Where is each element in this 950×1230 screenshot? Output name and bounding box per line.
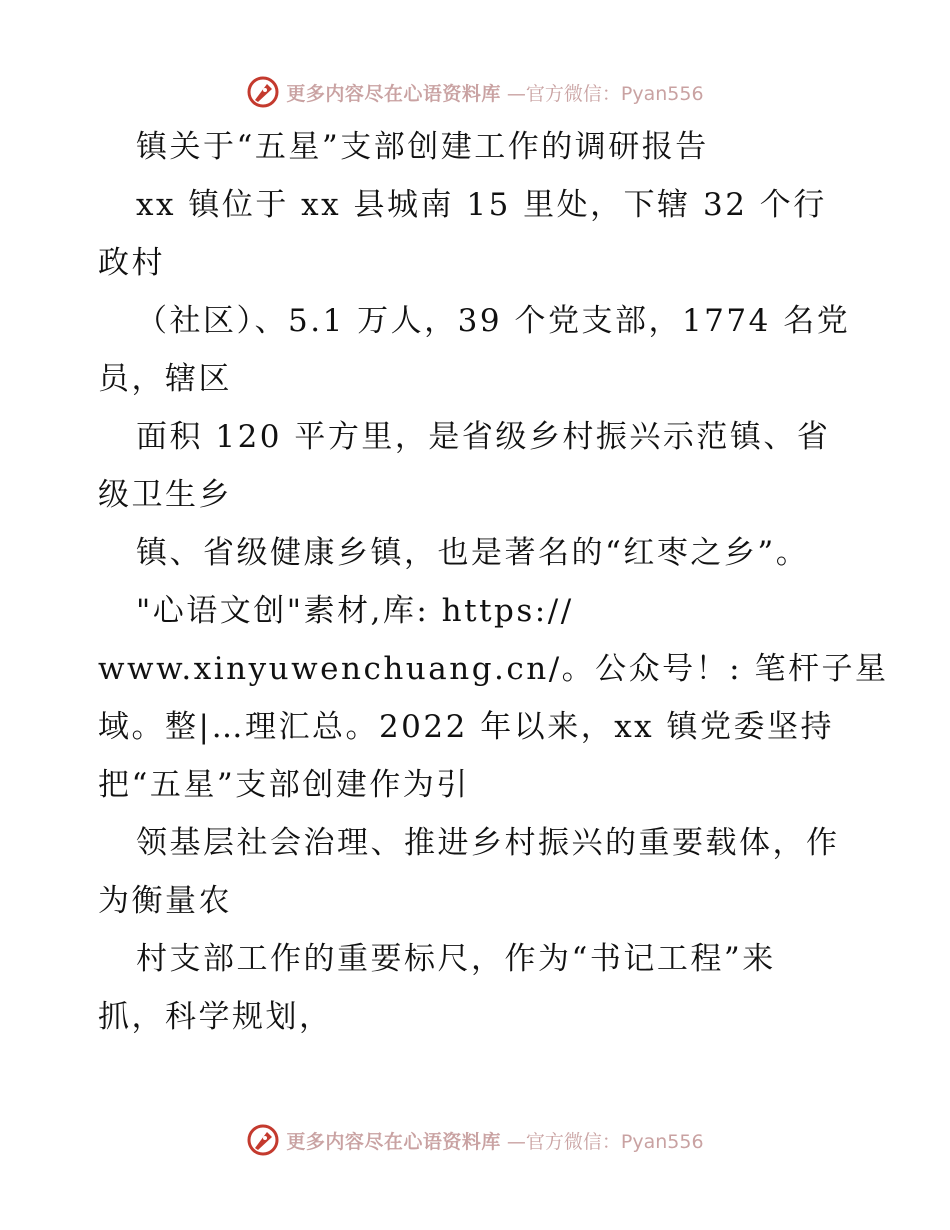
banner-text-main: 更多内容尽在心语资料库 <box>286 1130 501 1153</box>
text-line: 把“五星”支部创建作为引 <box>98 767 470 803</box>
text-line: xx 镇位于 xx 县城南 15 里处，下辖 32 个行 <box>136 187 827 223</box>
text-line: "心语文创"素材,库: https:// <box>136 593 574 629</box>
text-line: 级卫生乡 <box>98 477 232 513</box>
document-title-line: 镇关于“五星”支部创建工作的调研报告 <box>136 129 709 165</box>
text-line: 领基层社会治理、推进乡村振兴的重要载体，作 <box>136 825 840 861</box>
banner-text-suffix: —官方微信：Pyan556 <box>506 1130 704 1153</box>
text-line: （社区）、5.1 万人，39 个党支部，1774 名党 <box>136 303 851 339</box>
document-body <box>98 118 889 1046</box>
text-line: 员，辖区 <box>98 361 232 397</box>
banner-text-suffix: —官方微信：Pyan556 <box>506 82 704 105</box>
text-line: 抓，科学规划， <box>98 999 333 1035</box>
header-banner <box>0 72 950 112</box>
pen-nib-logo-icon <box>246 1123 280 1157</box>
text-line: 面积 120 平方里，是省级乡村振兴示范镇、省 <box>136 419 831 455</box>
text-line: 政村 <box>98 245 165 281</box>
footer-banner <box>0 1120 950 1160</box>
text-line: 为衡量农 <box>98 883 232 919</box>
text-line: www.xinyuwenchuang.cn/。公众号！: 笔杆子星 <box>98 651 889 687</box>
text-line: 村支部工作的重要标尺，作为“书记工程”来 <box>136 941 776 977</box>
pen-nib-logo-icon <box>246 75 280 109</box>
text-line: 域。整|…理汇总。2022 年以来，xx 镇党委坚持 <box>98 709 835 745</box>
banner-text-main: 更多内容尽在心语资料库 <box>286 82 501 105</box>
text-line: 镇、省级健康乡镇，也是著名的“红枣之乡”。 <box>136 535 810 571</box>
